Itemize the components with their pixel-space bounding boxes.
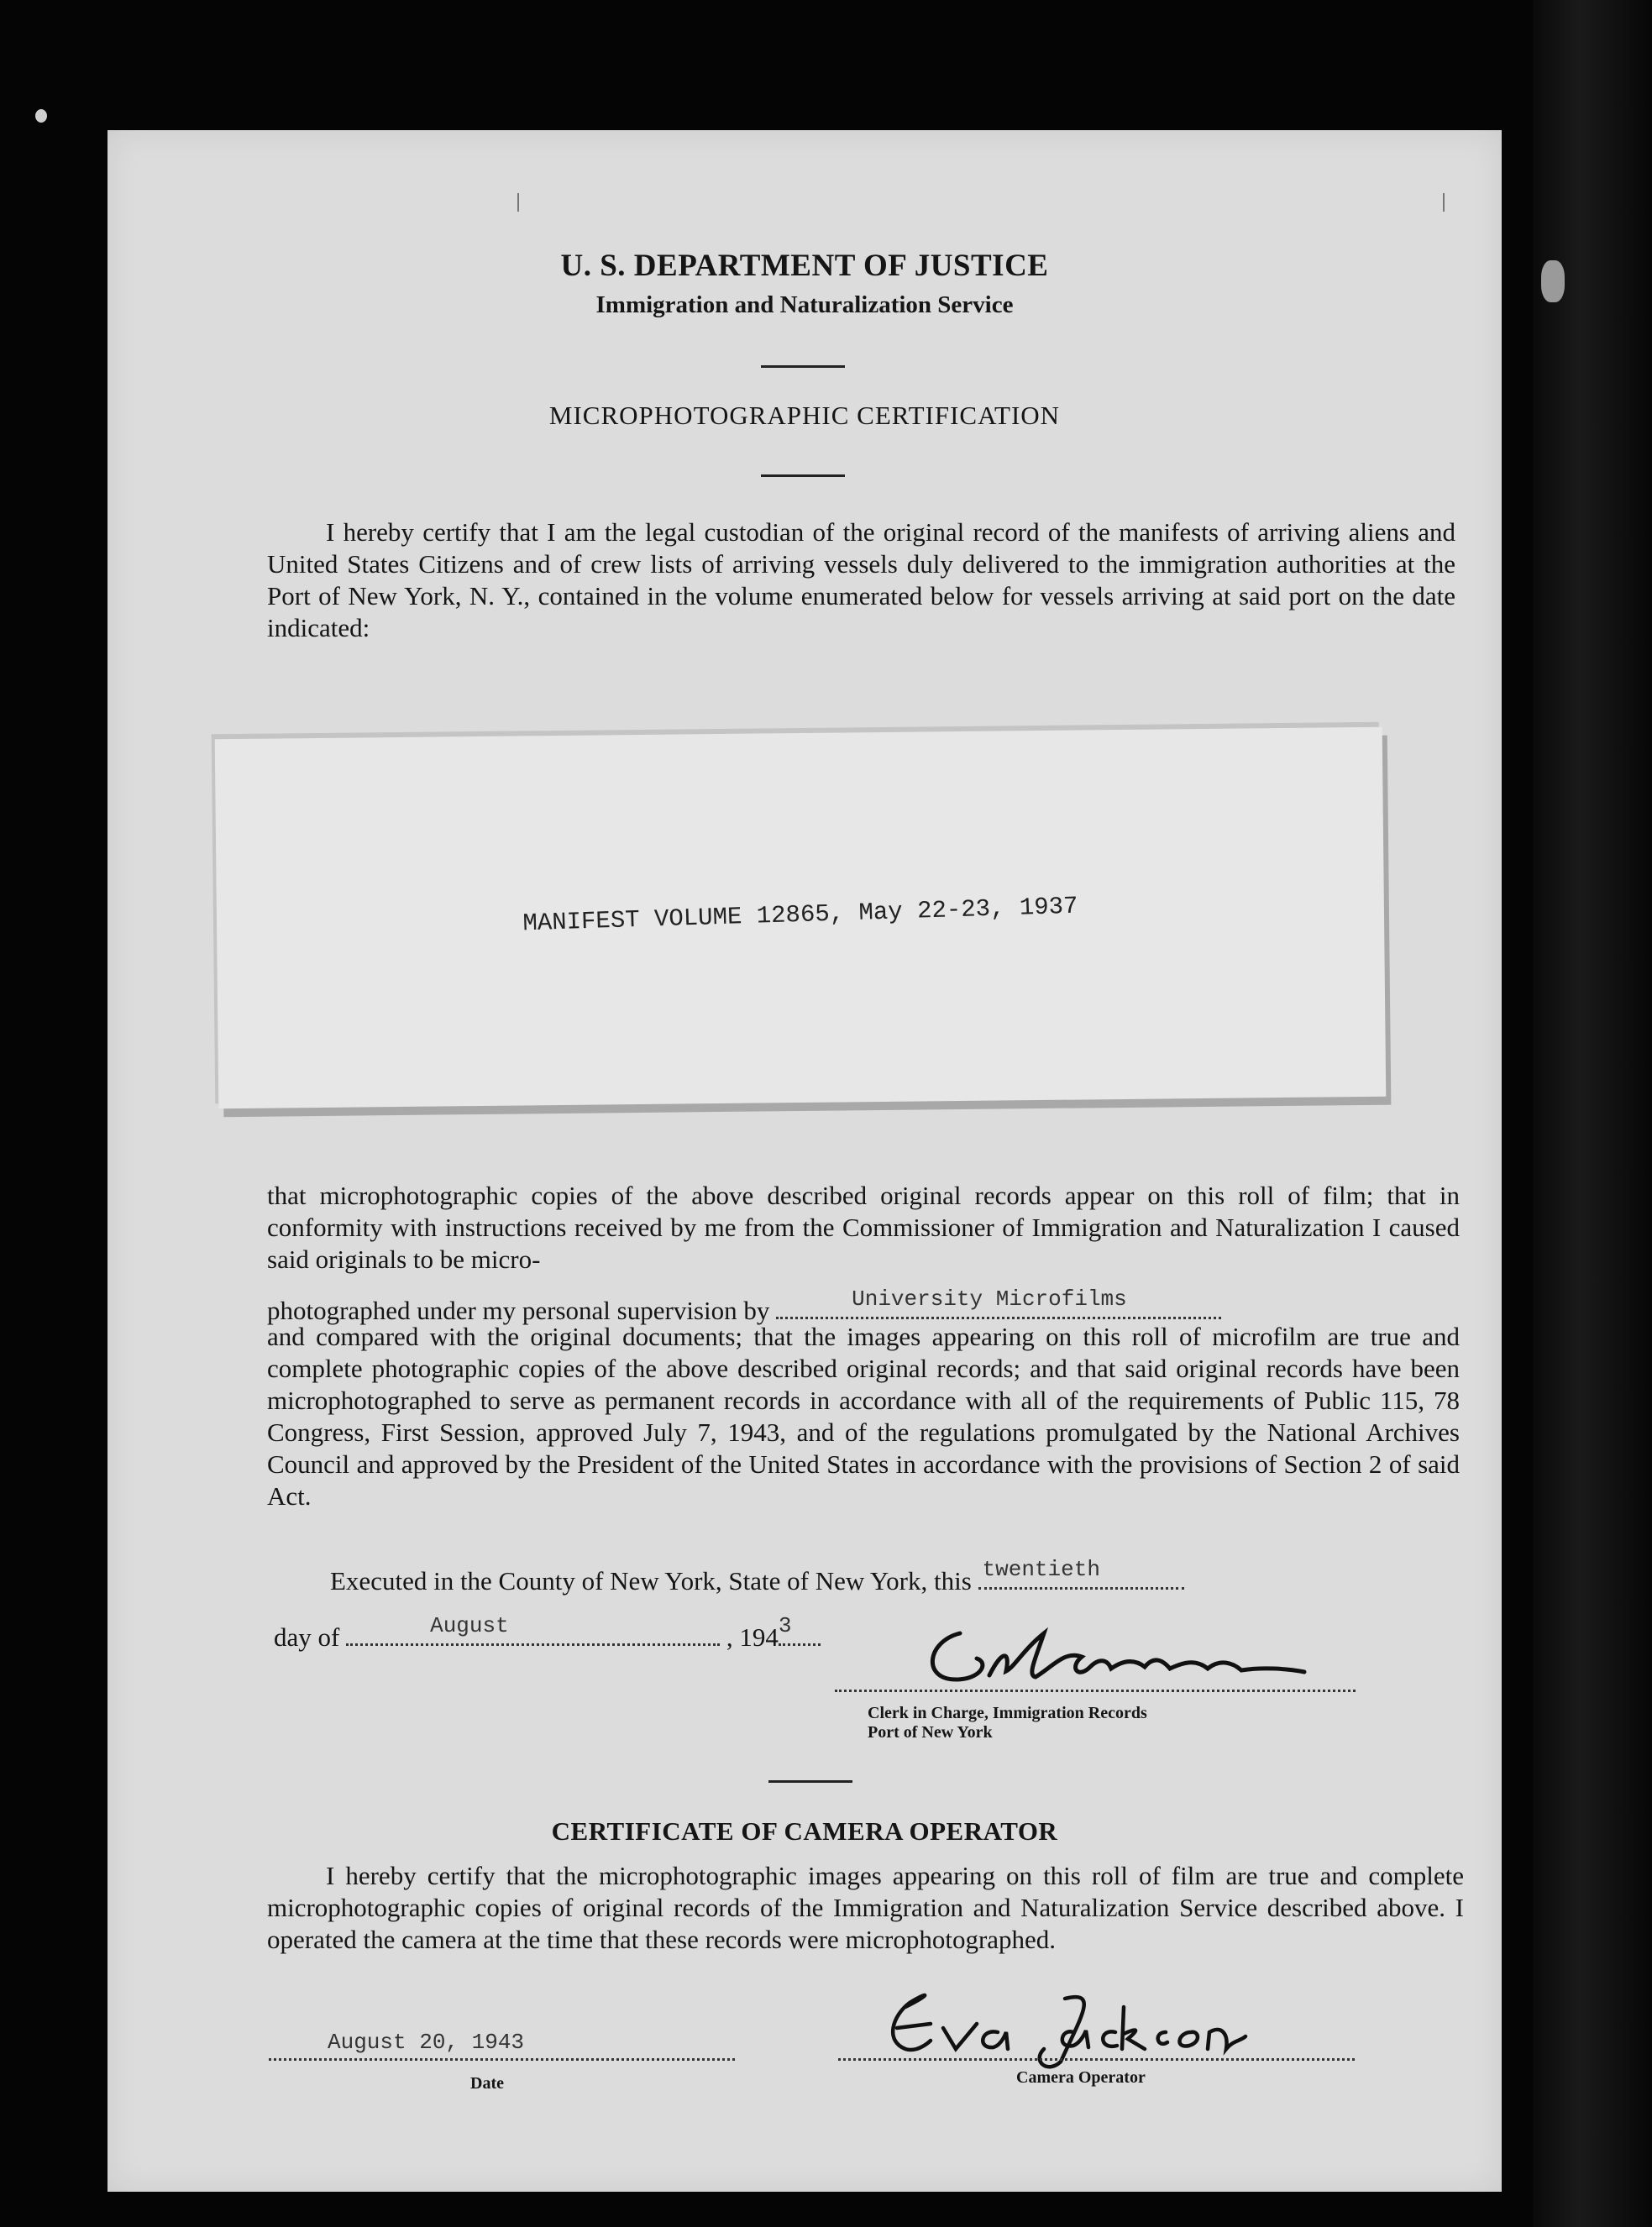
- date-label: Date: [470, 2074, 504, 2093]
- executed-prefix: Executed in the County of New York, State of New York, this: [330, 1566, 972, 1596]
- year-field: [778, 1613, 821, 1646]
- day-of-label: day of: [274, 1622, 340, 1652]
- supervision-value: University Microfilms: [852, 1286, 1127, 1312]
- divider: [761, 365, 845, 368]
- operator-signature-line: [838, 2058, 1355, 2061]
- intro-paragraph: I hereby certify that I am the legal custodian of the original record of the manifests of arriving aliens and United States Citizens and of crew lists of arriving vessels duly delivered to the immigration authorities at the Port of New York, N. Y., contained in the volume enumerated below for vessels arriving at said port on the date indicated:: [267, 517, 1455, 642]
- year-digit: 3: [778, 1613, 792, 1638]
- manifest-slip: [215, 727, 1387, 1109]
- margin-tick: [517, 193, 519, 212]
- supervision-field: [776, 1286, 1221, 1319]
- day-of-line: [274, 1613, 821, 1653]
- clerk-title-line1: Clerk in Charge, Immigration Records: [868, 1704, 1147, 1722]
- supervision-prefix: photographed under my personal supervision by: [267, 1296, 770, 1325]
- operator-label: Camera Operator: [1016, 2068, 1146, 2087]
- month-field: [346, 1613, 720, 1646]
- divider: [761, 474, 845, 477]
- clerk-signature-line: [835, 1690, 1356, 1692]
- film-speck: [35, 109, 47, 123]
- executed-day-value: twentieth: [982, 1557, 1100, 1582]
- clerk-signature: [910, 1617, 1380, 1700]
- executed-line: [330, 1557, 1184, 1596]
- margin-tick: [1443, 193, 1445, 212]
- department-heading: U. S. DEPARTMENT OF JUSTICE: [560, 249, 1049, 283]
- service-subheading: Immigration and Naturalization Service: [595, 291, 1014, 318]
- certification-document: [108, 130, 1502, 2192]
- executed-day-field: [978, 1557, 1184, 1590]
- divider: [768, 1780, 852, 1783]
- camera-certificate-paragraph: I hereby certify that the microphotographic images appearing on this roll of film are true and complete microphotographic copies of original records of the Immigration and Naturalization Service described above. I operated the camera at the time that these records were microphotographed.: [267, 1861, 1464, 1954]
- clerk-title-line2: Port of New York: [868, 1723, 993, 1742]
- body-paragraph-1: that microphotographic copies of the above described original records appear on this roll of film; that in conformity with instructions received by me from the Commissioner of Immigration and Naturalization I caused said originals to be micro-: [267, 1181, 1460, 1274]
- certification-title: MICROPHOTOGRAPHIC CERTIFICATION: [548, 401, 1061, 430]
- date-value: August 20, 1943: [328, 2030, 525, 2055]
- date-field: [269, 2030, 735, 2061]
- film-speck: [1541, 260, 1565, 302]
- film-edge: [1533, 0, 1652, 2227]
- manifest-volume-text: MANIFEST VOLUME 12865, May 22-23, 1937: [522, 892, 1078, 938]
- year-prefix: , 194: [726, 1622, 779, 1652]
- month-value: August: [430, 1613, 509, 1638]
- camera-certificate-title: CERTIFICATE OF CAMERA OPERATOR: [551, 1816, 1058, 1846]
- body-paragraph-2: and compared with the original documents; that the images appearing on this roll of microfilm are true and complete photographic copies of the above described original records; and that said original records have been microphotographed to serve as permanent records in accordance with all of the requirements of Public 115, 78 Congress, First Session, approved July 7, 1943, and of the regulations promulgated by the National Archives Council and approved by the President of the United States in accordance with the provisions of Section 2 of said Act.: [267, 1322, 1460, 1511]
